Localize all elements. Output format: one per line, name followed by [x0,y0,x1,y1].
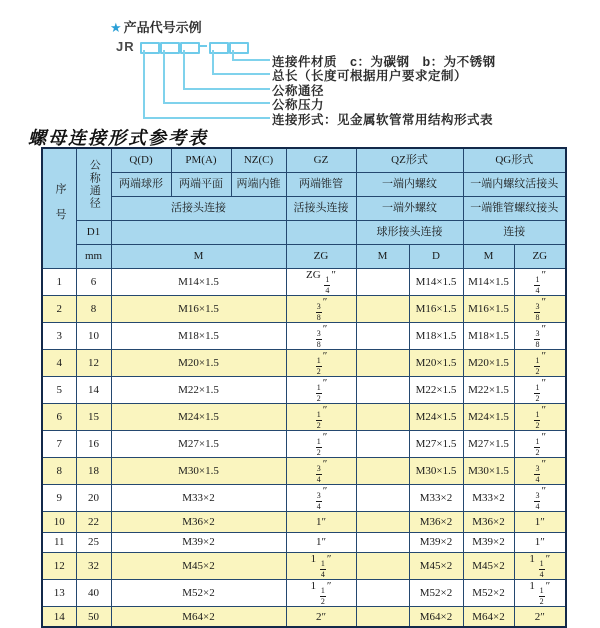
cell-dn: 15 [76,404,111,431]
zg-gz-header: ZG [286,245,356,269]
cell-dn: 40 [76,580,111,607]
col-header-nz: NZ(C) [231,148,286,173]
qg-zg-header: ZG [514,245,566,269]
cell-gz: 1″ [286,512,356,533]
qz-d-header: D [409,245,463,269]
gz-desc: 两端锥管 [286,173,356,197]
cell-qg_m: M36×2 [463,512,514,533]
label-connection-form: 连接形式：见金属软管常用结构形式表 [272,113,494,127]
gz-connection: 活接头连接 [286,197,356,221]
cell-gz: $\frac{3}{8}$ ″ [286,323,356,350]
col-header-q: Q(D) [111,148,171,173]
cell-qz_d: M14×1.5 [409,269,463,296]
cell-dn: 32 [76,553,111,580]
table-row [42,458,566,485]
cell-seq: 9 [42,485,76,512]
cell-m: M39×2 [111,532,286,553]
cell-qz_m [356,323,409,350]
nut-connection-table [41,147,567,628]
cell-seq: 12 [42,553,76,580]
diagram-title-text: 产品代号示例 [123,20,202,35]
col-header-qz: QZ形式 [356,148,463,173]
cell-qz_d: M52×2 [409,580,463,607]
cell-qz_d: M36×2 [409,512,463,533]
cell-gz: ZG $\frac{1}{4}$ ″ [286,269,356,296]
q-desc: 两端球形 [111,173,171,197]
cell-dn: 22 [76,512,111,533]
cell-gz: $\frac{1}{2}$ ″ [286,404,356,431]
cell-dn: 12 [76,350,111,377]
cell-qg_zg: 1 $\frac{1}{4}$ ″ [514,553,566,580]
cell-qz_d: M33×2 [409,485,463,512]
table-title: 螺母连接形式参考表 [28,128,208,148]
star-icon: ★ [110,20,122,35]
header-row-5 [42,245,566,269]
cell-qz_m [356,532,409,553]
cell-qz_d: M16×1.5 [409,296,463,323]
cell-seq: 4 [42,350,76,377]
qz-connection: 球形接头连接 [356,221,463,245]
cell-qg_zg: $\frac{1}{4}$ ″ [514,269,566,296]
cell-gz: $\frac{1}{2}$ ″ [286,431,356,458]
cell-dn: 8 [76,296,111,323]
cell-qz_d: M45×2 [409,553,463,580]
cell-m: M30×1.5 [111,458,286,485]
nz-desc: 两端内锥 [231,173,286,197]
cell-qz_m [356,485,409,512]
cell-gz: $\frac{3}{8}$ ″ [286,296,356,323]
cell-m: M20×1.5 [111,350,286,377]
table-row [42,553,566,580]
cell-qz_m [356,350,409,377]
cell-seq: 14 [42,607,76,628]
code-dash [200,45,207,47]
cell-m: M33×2 [111,485,286,512]
cell-qz_m [356,607,409,628]
cell-qg_zg: $\frac{1}{2}$ ″ [514,404,566,431]
cell-qg_zg: $\frac{3}{4}$ ″ [514,458,566,485]
cell-seq: 2 [42,296,76,323]
cell-qg_zg: 1″ [514,532,566,553]
col-header-pm: PM(A) [171,148,231,173]
cell-qg_m: M27×1.5 [463,431,514,458]
label-material: 连接件材质 c：为碳钢 b：为不锈钢 [272,55,496,69]
empty-cell [111,221,286,245]
cell-seq: 1 [42,269,76,296]
cell-qg_zg: 2″ [514,607,566,628]
connector-line-5 [232,50,270,61]
cell-qg_zg: 1″ [514,512,566,533]
cell-qg_m: M14×1.5 [463,269,514,296]
col-header-gz: GZ [286,148,356,173]
cell-qg_m: M22×1.5 [463,377,514,404]
mm-header: mm [76,245,111,269]
cell-qz_d: M30×1.5 [409,458,463,485]
table-row [42,512,566,533]
cell-dn: 18 [76,458,111,485]
cell-qz_m [356,458,409,485]
qz-desc-2: 一端外螺纹 [356,197,463,221]
cell-qg_m: M30×1.5 [463,458,514,485]
table-row [42,296,566,323]
cell-qz_d: M27×1.5 [409,431,463,458]
cell-seq: 5 [42,377,76,404]
cell-qg_zg: 1 $\frac{1}{2}$ ″ [514,580,566,607]
cell-gz: $\frac{3}{4}$ ″ [286,485,356,512]
header-row-3 [42,197,566,221]
cell-m: M22×1.5 [111,377,286,404]
d1-header: D1 [76,221,111,245]
table-row [42,607,566,628]
cell-qg_zg: $\frac{1}{2}$ ″ [514,431,566,458]
cell-seq: 6 [42,404,76,431]
cell-qg_m: M16×1.5 [463,296,514,323]
table-row [42,350,566,377]
cell-qz_m [356,580,409,607]
diagram-title [110,17,202,36]
cell-qz_d: M64×2 [409,607,463,628]
cell-seq: 8 [42,458,76,485]
cell-qz_d: M20×1.5 [409,350,463,377]
cell-dn: 14 [76,377,111,404]
cell-dn: 50 [76,607,111,628]
cell-seq: 13 [42,580,76,607]
cell-gz: $\frac{1}{2}$ ″ [286,377,356,404]
col-header-dn: 公称通径 [76,148,111,221]
cell-qg_m: M33×2 [463,485,514,512]
cell-gz: 1″ [286,532,356,553]
cell-m: M52×2 [111,580,286,607]
table-row [42,404,566,431]
col-header-seq: 序号 [42,148,76,269]
cell-qg_zg: $\frac{1}{2}$ ″ [514,377,566,404]
cell-qz_d: M18×1.5 [409,323,463,350]
union-connection: 活接头连接 [111,197,286,221]
cell-qg_zg: $\frac{3}{4}$ ″ [514,485,566,512]
cell-seq: 10 [42,512,76,533]
cell-qz_m [356,553,409,580]
cell-qz_m [356,512,409,533]
cell-m: M27×1.5 [111,431,286,458]
cell-gz: $\frac{1}{2}$ ″ [286,350,356,377]
pm-desc: 两端平面 [171,173,231,197]
table-row [42,377,566,404]
cell-seq: 7 [42,431,76,458]
table-row [42,580,566,607]
cell-qg_m: M20×1.5 [463,350,514,377]
cell-gz: 2″ [286,607,356,628]
qg-connection: 连接 [463,221,566,245]
cell-m: M24×1.5 [111,404,286,431]
cell-gz: 1 $\frac{1}{2}$ ″ [286,580,356,607]
qg-m-header: M [463,245,514,269]
cell-qz_m [356,404,409,431]
cell-qz_d: M22×1.5 [409,377,463,404]
cell-qg_m: M24×1.5 [463,404,514,431]
label-total-length: 总长（长度可根据用户要求定制） [272,69,468,83]
header-row-2 [42,173,566,197]
cell-qg_zg: $\frac{3}{8}$ ″ [514,323,566,350]
cell-dn: 10 [76,323,111,350]
col-header-qg: QG形式 [463,148,566,173]
cell-qz_d: M39×2 [409,532,463,553]
cell-qz_m [356,377,409,404]
cell-qz_d: M24×1.5 [409,404,463,431]
empty-cell [286,221,356,245]
code-prefix: JR [116,39,135,54]
cell-dn: 16 [76,431,111,458]
cell-seq: 3 [42,323,76,350]
cell-m: M36×2 [111,512,286,533]
cell-m: M16×1.5 [111,296,286,323]
cell-qz_m [356,269,409,296]
qz-m-header: M [356,245,409,269]
cell-gz: 1 $\frac{1}{4}$ ″ [286,553,356,580]
cell-dn: 20 [76,485,111,512]
cell-seq: 11 [42,532,76,553]
cell-qg_m: M18×1.5 [463,323,514,350]
cell-m: M64×2 [111,607,286,628]
cell-m: M14×1.5 [111,269,286,296]
table-row [42,323,566,350]
cell-qg_m: M52×2 [463,580,514,607]
cell-qz_m [356,431,409,458]
table-row [42,532,566,553]
cell-gz: $\frac{3}{4}$ ″ [286,458,356,485]
cell-dn: 25 [76,532,111,553]
table-row [42,485,566,512]
qz-desc-1: 一端内螺纹 [356,173,463,197]
m-main-header: M [111,245,286,269]
table-row [42,269,566,296]
header-row-4 [42,221,566,245]
cell-dn: 6 [76,269,111,296]
header-row-1 [42,148,566,173]
cell-qg_zg: $\frac{1}{2}$ ″ [514,350,566,377]
qg-desc-2: 一端锥管螺纹接头 [463,197,566,221]
cell-qz_m [356,296,409,323]
table-body [42,269,566,628]
table-row [42,431,566,458]
cell-m: M45×2 [111,553,286,580]
cell-m: M18×1.5 [111,323,286,350]
cell-qg_m: M64×2 [463,607,514,628]
cell-qg_m: M45×2 [463,553,514,580]
cell-qg_m: M39×2 [463,532,514,553]
qg-desc-1: 一端内螺纹活接头 [463,173,566,197]
label-nominal-diameter: 公称通径 [272,84,325,98]
cell-qg_zg: $\frac{3}{8}$ ″ [514,296,566,323]
label-nominal-pressure: 公称压力 [272,98,325,112]
